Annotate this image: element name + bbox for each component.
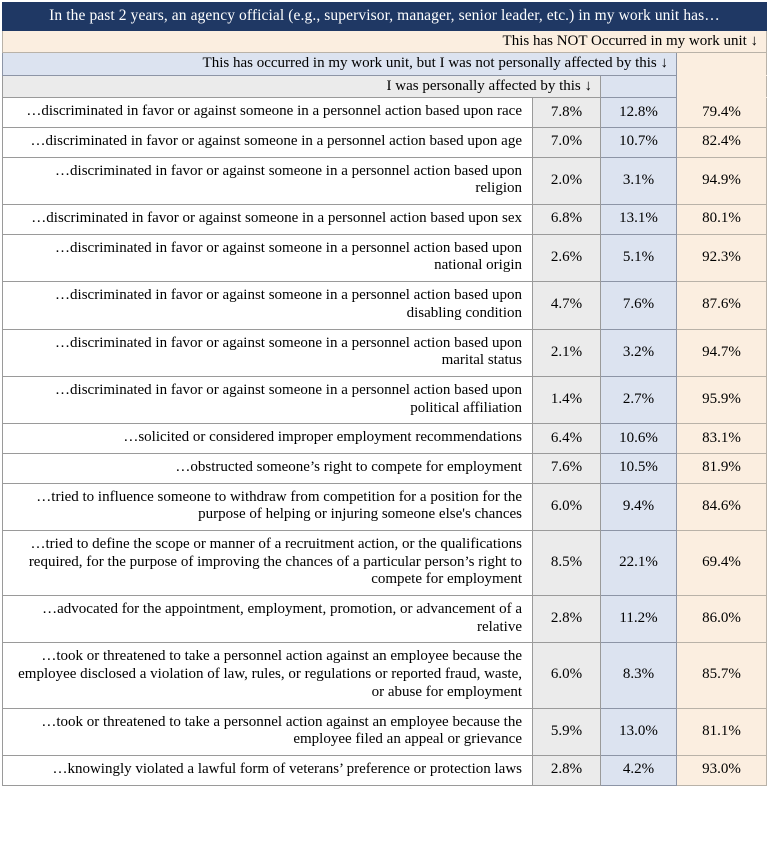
cell-not-occurred: 87.6% [677,282,767,329]
cell-occurred-not-affected: 10.6% [601,424,677,454]
cell-personally-affected: 7.6% [533,453,601,483]
table-row [3,596,767,643]
cell-occurred-not-affected: 3.1% [601,157,677,204]
header-occurred-not-affected: This has occurred in my work unit, but I was not personally affected by this ↓ [3,53,677,76]
cell-personally-affected: 8.5% [533,531,601,596]
cell-personally-affected: 6.4% [533,424,601,454]
row-label: …knowingly violated a lawful form of veterans’ preference or protection laws [3,755,533,785]
cell-occurred-not-affected: 9.4% [601,483,677,530]
header-not-occurred: This has NOT Occurred in my work unit ↓ [3,30,767,53]
cell-occurred-not-affected: 13.0% [601,708,677,755]
row-label: …discriminated in favor or against someone in a personnel action based upon political affiliation [3,376,533,423]
cell-personally-affected: 2.6% [533,234,601,281]
cell-personally-affected: 2.8% [533,755,601,785]
row-label: …tried to influence someone to withdraw from competition for a position for the purpose of helping or injuring someone else's chances [3,483,533,530]
table-row [3,157,767,204]
cell-occurred-not-affected: 12.8% [601,98,677,128]
header-row-not-occurred [3,30,767,53]
table-row [3,376,767,423]
table-row [3,755,767,785]
cell-not-occurred: 93.0% [677,755,767,785]
cell-not-occurred: 84.6% [677,483,767,530]
cell-not-occurred: 82.4% [677,128,767,158]
cell-personally-affected: 7.8% [533,98,601,128]
header-filler-not-occurred [677,53,767,76]
cell-personally-affected: 6.0% [533,643,601,708]
row-label: …discriminated in favor or against someone in a personnel action based upon disabling condition [3,282,533,329]
cell-occurred-not-affected: 3.2% [601,329,677,376]
cell-not-occurred: 79.4% [677,98,767,128]
table-row [3,234,767,281]
cell-not-occurred: 80.1% [677,205,767,235]
cell-occurred-not-affected: 8.3% [601,643,677,708]
survey-results-table [2,2,767,786]
cell-occurred-not-affected: 11.2% [601,596,677,643]
header-row-occurred-not-affected [3,53,767,76]
cell-occurred-not-affected: 10.7% [601,128,677,158]
cell-not-occurred: 83.1% [677,424,767,454]
row-label: …took or threatened to take a personnel action against an employee because the employee filed an appeal or grievance [3,708,533,755]
table-row [3,128,767,158]
cell-occurred-not-affected: 7.6% [601,282,677,329]
cell-personally-affected: 6.8% [533,205,601,235]
title-row [3,3,767,31]
cell-not-occurred: 81.9% [677,453,767,483]
row-label: …discriminated in favor or against someone in a personnel action based upon sex [3,205,533,235]
cell-occurred-not-affected: 10.5% [601,453,677,483]
page-title: In the past 2 years, an agency official (e.g., supervisor, manager, senior leader, etc.) in my work unit has… [3,3,767,31]
cell-personally-affected: 7.0% [533,128,601,158]
cell-occurred-not-affected: 4.2% [601,755,677,785]
cell-personally-affected: 2.1% [533,329,601,376]
cell-not-occurred: 95.9% [677,376,767,423]
table-row [3,643,767,708]
cell-personally-affected: 5.9% [533,708,601,755]
cell-not-occurred: 94.9% [677,157,767,204]
row-label: …discriminated in favor or against someone in a personnel action based upon age [3,128,533,158]
cell-occurred-not-affected: 5.1% [601,234,677,281]
cell-personally-affected: 6.0% [533,483,601,530]
header-filler-occurred [601,75,677,98]
table-row [3,282,767,329]
table-row [3,98,767,128]
cell-personally-affected: 1.4% [533,376,601,423]
cell-not-occurred: 86.0% [677,596,767,643]
cell-not-occurred: 92.3% [677,234,767,281]
row-label: …discriminated in favor or against someone in a personnel action based upon religion [3,157,533,204]
table-row [3,531,767,596]
cell-not-occurred: 69.4% [677,531,767,596]
table-row [3,483,767,530]
cell-personally-affected: 2.0% [533,157,601,204]
header-personally-affected: I was personally affected by this ↓ [3,75,601,98]
header-filler-not-occurred-2 [677,75,767,98]
row-label: …solicited or considered improper employment recommendations [3,424,533,454]
row-label: …advocated for the appointment, employment, promotion, or advancement of a relative [3,596,533,643]
table-row [3,708,767,755]
cell-occurred-not-affected: 22.1% [601,531,677,596]
cell-occurred-not-affected: 13.1% [601,205,677,235]
table-row [3,424,767,454]
row-label: …took or threatened to take a personnel action against an employee because the employee disclosed a violation of law, rules, or regulations or reported fraud, waste, or abuse for employment [3,643,533,708]
table-row [3,453,767,483]
row-label: …tried to define the scope or manner of a recruitment action, or the qualifications required, for the purpose of improving the chances of a particular person’s right to compete for employment [3,531,533,596]
table-row [3,205,767,235]
row-label: …discriminated in favor or against someone in a personnel action based upon national origin [3,234,533,281]
cell-not-occurred: 85.7% [677,643,767,708]
cell-not-occurred: 81.1% [677,708,767,755]
row-label: …discriminated in favor or against someone in a personnel action based upon marital status [3,329,533,376]
row-label: …discriminated in favor or against someone in a personnel action based upon race [3,98,533,128]
row-label: …obstructed someone’s right to compete for employment [3,453,533,483]
cell-personally-affected: 4.7% [533,282,601,329]
cell-personally-affected: 2.8% [533,596,601,643]
cell-not-occurred: 94.7% [677,329,767,376]
cell-occurred-not-affected: 2.7% [601,376,677,423]
table-row [3,329,767,376]
header-row-personally-affected [3,75,767,98]
